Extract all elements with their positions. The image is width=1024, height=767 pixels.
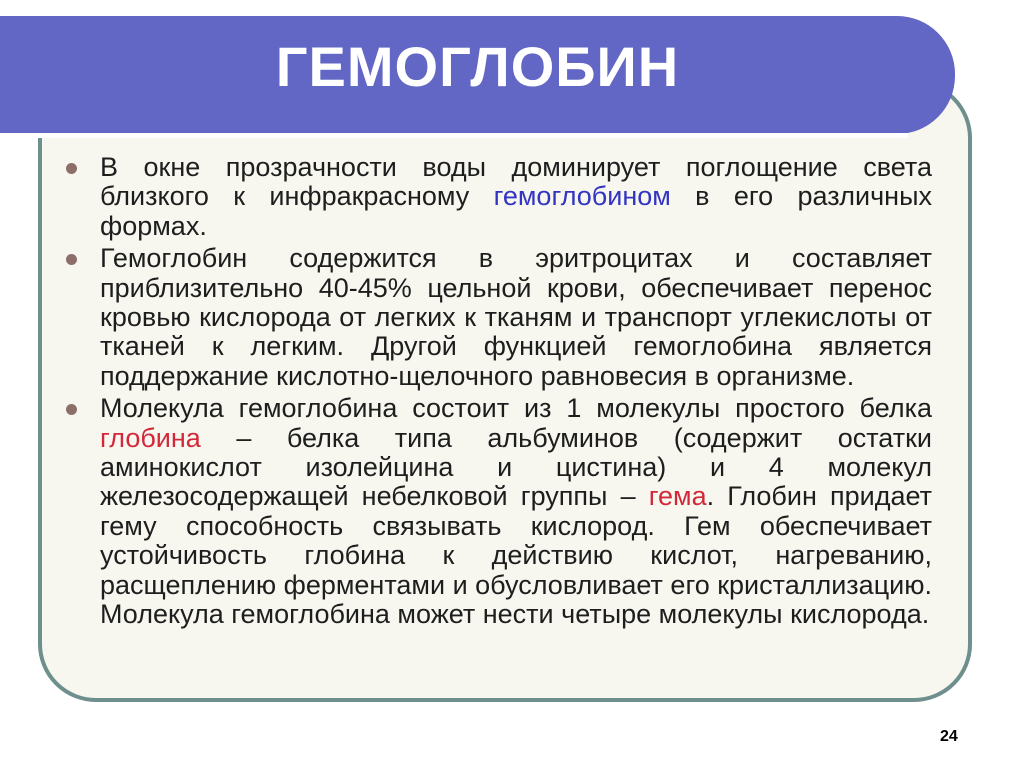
highlight-hemoglobin: гемоглобином <box>493 181 671 212</box>
highlight-heme: гема <box>648 481 707 512</box>
bullet-text: Гемоглобин содержится в эритроцитах и составляет приблизительно 40-45% цельной крови, обеспечивает перенос кровью кислорода от легких к тканям и транспорт углекислоты от тканей к легким. Другой функцией гемоглобина является поддержание кислотно-щелочного равновесия в организме. <box>100 243 932 391</box>
bullet-item <box>62 394 932 629</box>
highlight-globin: глобина <box>100 422 201 453</box>
bullet-list <box>62 153 932 633</box>
page-number: 24 <box>940 728 958 745</box>
bullet-text-part: в его различных формах. <box>100 181 932 241</box>
slide-title: ГЕМОГЛОБИН <box>275 35 680 98</box>
bullet-dot-icon <box>66 163 77 174</box>
bullet-text-part: – белка типа альбуминов (содержит остатки аминокислот изолейцина и цистина) и 4 молекул железосодержащей небелковой группы – <box>100 422 932 512</box>
bullet-text <box>100 394 932 629</box>
bullet-text-part: В окне прозрачности воды доминирует поглощение света близкого к инфракрасному <box>100 152 932 212</box>
bullet-dot-icon <box>66 404 77 415</box>
bullet-item <box>62 244 932 391</box>
bullet-text-part: Молекула гемоглобина состоит из 1 молекулы простого белка <box>100 393 932 424</box>
bullet-item <box>62 153 932 241</box>
title-underline <box>0 133 908 138</box>
bullet-text-part: . Глобин придает гему способность связывать кислород. Гем обеспечивает устойчивость глобина к действию кислот, нагреванию, расщеплению ферментами и обусловливает его кристаллизацию. Молекула гемоглобина может нести четыре молекулы кислорода. <box>100 481 932 630</box>
bullet-text <box>100 153 932 241</box>
bullet-dot-icon <box>66 254 77 265</box>
